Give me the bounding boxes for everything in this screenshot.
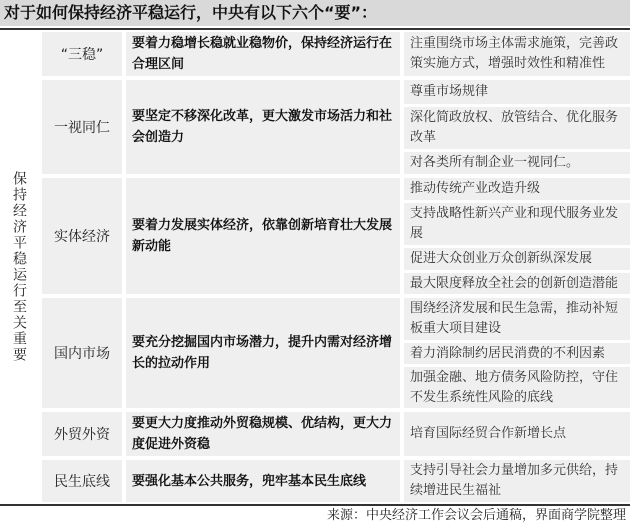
source-note: 来源：中央经济工作会议会后通稿，界面商学院整理 — [326, 508, 626, 523]
table-row — [42, 460, 630, 502]
table-row — [42, 298, 630, 408]
side-label — [0, 32, 38, 502]
goal-cell: 要更大力度推动外贸稳规模、优结构，更大力度促进外资稳 — [126, 412, 400, 456]
table-row — [42, 412, 630, 456]
measure-item: 注重围绕市场主体需求施策，完善政策实施方式，增强时效性和精准性 — [404, 32, 630, 76]
measures-column — [404, 80, 630, 174]
measure-item: 推动传统产业改造升级 — [404, 178, 630, 200]
measures-column — [404, 298, 630, 408]
page-title: 对于如何保持经济平稳运行，中央有以下六个“要”： — [0, 0, 630, 26]
table-row — [42, 32, 630, 76]
goal-cell: 要着力发展实体经济，依靠创新培育壮大发展新动能 — [126, 178, 400, 294]
measures-column — [404, 412, 630, 456]
category-cell: 外贸外资 — [42, 412, 122, 456]
goal-cell: 要强化基本公共服务，兜牢基本民生底线 — [126, 460, 400, 502]
measure-item: 最大限度释放全社会的创新创造潜能 — [404, 273, 630, 294]
measure-item: 加强金融、地方债务风险防控，守住不发生系统性风险的底线 — [404, 367, 630, 408]
measures-column — [404, 178, 630, 294]
measure-item: 支持引导社会力量增加多元供给，持续增进民生福祉 — [404, 460, 630, 502]
table-row — [42, 80, 630, 174]
measures-column — [404, 32, 630, 76]
measure-item: 着力消除制约居民消费的不利因素 — [404, 343, 630, 364]
goal-cell: 要充分挖掘国内市场潜力，提升内需对经济增长的拉动作用 — [126, 298, 400, 408]
goal-cell: 要着力稳增长稳就业稳物价，保持经济运行在合理区间 — [126, 32, 400, 76]
category-cell: 一视同仁 — [42, 80, 122, 174]
side-label-text: 保持经济平稳运行至关重要 — [11, 171, 27, 363]
category-cell: “三稳” — [42, 32, 122, 76]
measure-item: 深化简政放权、放管结合、优化服务改革 — [404, 107, 630, 149]
measures-column — [404, 460, 630, 502]
measure-item: 对各类所有制企业一视同仁。 — [404, 152, 630, 174]
table-row — [42, 178, 630, 294]
category-cell: 民生底线 — [42, 460, 122, 502]
category-cell: 国内市场 — [42, 298, 122, 408]
category-cell: 实体经济 — [42, 178, 122, 294]
measure-item: 围绕经济发展和民生急需，推动补短板重大项目建设 — [404, 298, 630, 340]
measure-item: 尊重市场规律 — [404, 80, 630, 104]
measure-item: 培育国际经贸合作新增长点 — [404, 412, 630, 456]
goal-cell: 要坚定不移深化改革，更大激发市场活力和社会创造力 — [126, 80, 400, 174]
measure-item: 促进大众创业万众创新纵深发展 — [404, 248, 630, 270]
measure-item: 支持战略性新兴产业和现代服务业发展 — [404, 203, 630, 245]
